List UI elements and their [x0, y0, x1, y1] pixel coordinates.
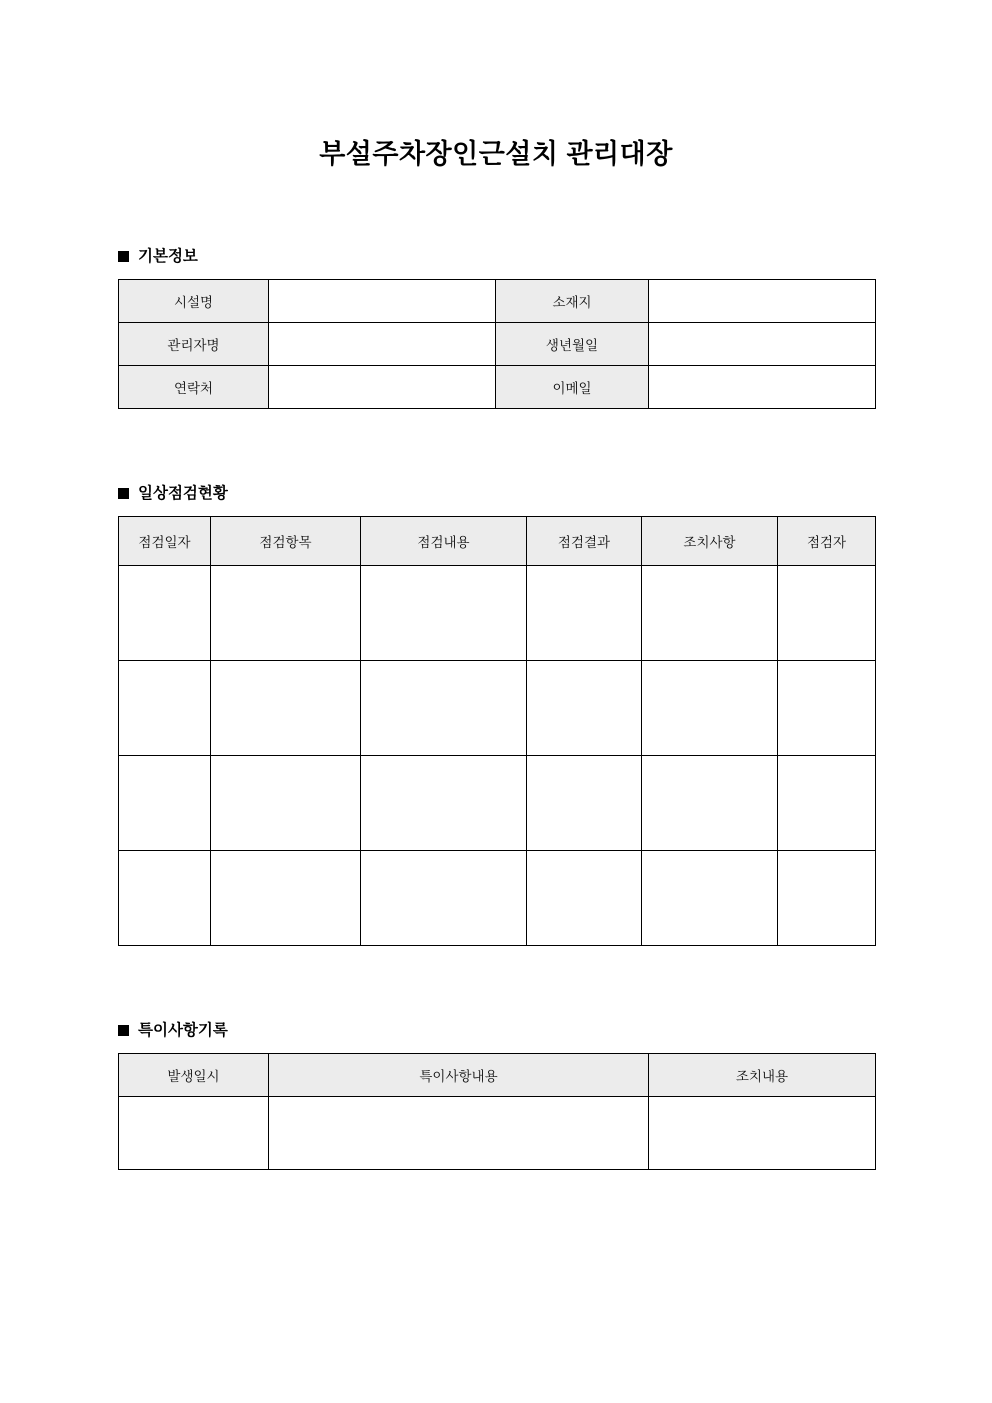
table-row	[119, 756, 876, 851]
cell-inspection-item[interactable]	[211, 566, 361, 661]
table-header-row	[119, 1054, 876, 1097]
cell-inspection-date[interactable]	[119, 566, 211, 661]
column-header-inspection-result: 점검결과	[527, 517, 642, 566]
cell-inspection-item[interactable]	[211, 661, 361, 756]
cell-inspection-item[interactable]	[211, 851, 361, 946]
field-value-email[interactable]	[649, 366, 876, 409]
basic-info-table	[118, 279, 876, 409]
cell-inspection-result[interactable]	[527, 661, 642, 756]
table-row	[119, 280, 876, 323]
square-bullet-icon	[118, 1025, 129, 1036]
remarks-table	[118, 1053, 876, 1170]
cell-inspection-item[interactable]	[211, 756, 361, 851]
table-header-row	[119, 517, 876, 566]
column-header-occurrence-datetime: 발생일시	[119, 1054, 269, 1097]
field-value-location[interactable]	[649, 280, 876, 323]
section-heading-inspection	[118, 485, 875, 502]
column-header-inspection-detail: 점검내용	[361, 517, 527, 566]
field-label-manager-name: 관리자명	[119, 323, 269, 366]
cell-inspection-result[interactable]	[527, 756, 642, 851]
table-row	[119, 566, 876, 661]
cell-inspection-detail[interactable]	[361, 756, 527, 851]
field-label-contact: 연락처	[119, 366, 269, 409]
section-heading-label: 일상점검현황	[138, 485, 228, 502]
field-label-location: 소재지	[496, 280, 649, 323]
cell-inspection-detail[interactable]	[361, 851, 527, 946]
section-heading-label: 기본정보	[138, 248, 198, 265]
cell-inspection-date[interactable]	[119, 851, 211, 946]
section-remarks	[118, 1022, 875, 1170]
section-heading-remarks	[118, 1022, 875, 1039]
field-value-manager-name[interactable]	[269, 323, 496, 366]
column-header-inspection-item: 점검항목	[211, 517, 361, 566]
cell-inspector[interactable]	[778, 756, 876, 851]
section-inspection	[118, 485, 875, 946]
table-row	[119, 1097, 876, 1170]
column-header-action-detail: 조치내용	[649, 1054, 876, 1097]
inspection-table	[118, 516, 876, 946]
column-header-remark-detail: 특이사항내용	[269, 1054, 649, 1097]
column-header-action-taken: 조치사항	[642, 517, 778, 566]
section-heading-basic-info	[118, 248, 875, 265]
cell-inspector[interactable]	[778, 566, 876, 661]
field-value-facility-name[interactable]	[269, 280, 496, 323]
cell-action-taken[interactable]	[642, 566, 778, 661]
cell-action-taken[interactable]	[642, 851, 778, 946]
cell-remark-detail[interactable]	[269, 1097, 649, 1170]
cell-inspection-detail[interactable]	[361, 661, 527, 756]
column-header-inspector: 점검자	[778, 517, 876, 566]
field-label-email: 이메일	[496, 366, 649, 409]
cell-inspection-result[interactable]	[527, 851, 642, 946]
cell-action-taken[interactable]	[642, 661, 778, 756]
field-label-facility-name: 시설명	[119, 280, 269, 323]
cell-occurrence-datetime[interactable]	[119, 1097, 269, 1170]
square-bullet-icon	[118, 251, 129, 262]
table-row	[119, 851, 876, 946]
field-value-contact[interactable]	[269, 366, 496, 409]
cell-action-detail[interactable]	[649, 1097, 876, 1170]
table-row	[119, 661, 876, 756]
cell-action-taken[interactable]	[642, 756, 778, 851]
section-basic-info	[118, 248, 875, 409]
cell-inspection-date[interactable]	[119, 756, 211, 851]
cell-inspector[interactable]	[778, 661, 876, 756]
page-title: 부설주차장인근설치 관리대장	[319, 139, 673, 169]
square-bullet-icon	[118, 488, 129, 499]
cell-inspection-date[interactable]	[119, 661, 211, 756]
table-row	[119, 323, 876, 366]
table-row	[119, 366, 876, 409]
column-header-inspection-date: 점검일자	[119, 517, 211, 566]
cell-inspection-result[interactable]	[527, 566, 642, 661]
cell-inspection-detail[interactable]	[361, 566, 527, 661]
cell-inspector[interactable]	[778, 851, 876, 946]
section-heading-label: 특이사항기록	[138, 1022, 228, 1039]
field-label-birthdate: 생년월일	[496, 323, 649, 366]
field-value-birthdate[interactable]	[649, 323, 876, 366]
